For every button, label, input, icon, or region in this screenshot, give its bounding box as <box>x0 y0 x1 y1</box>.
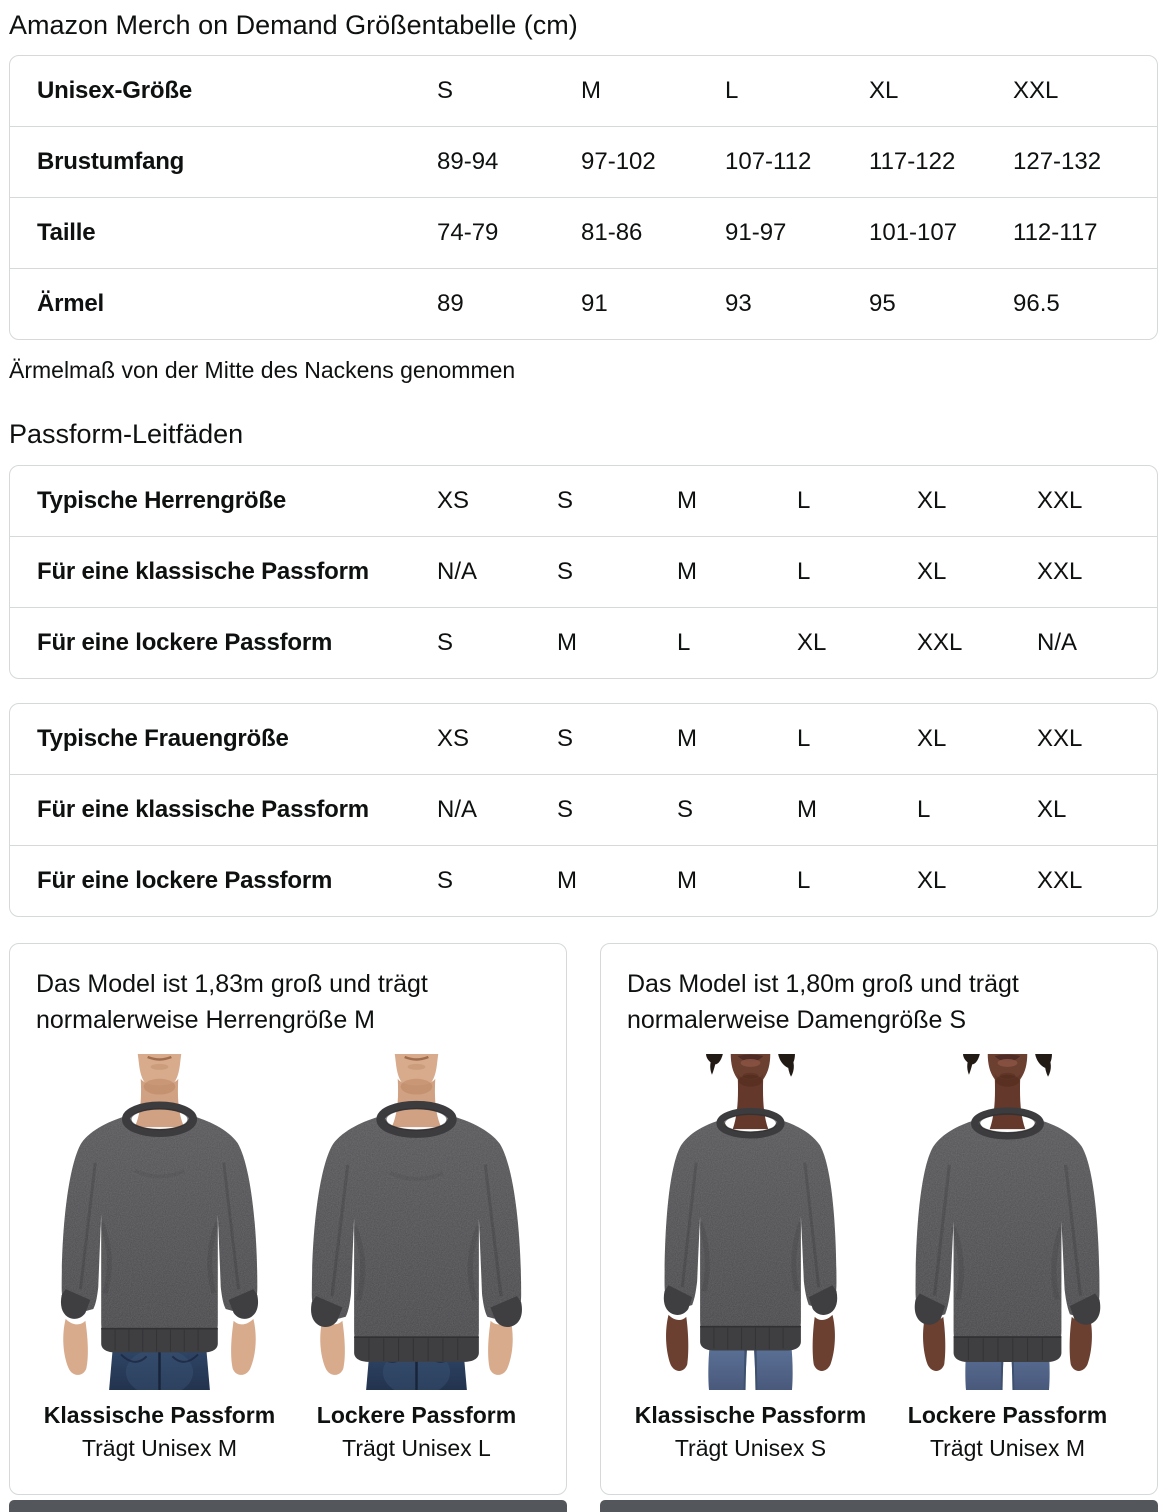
cell: 89-94 <box>437 148 499 175</box>
cell: N/A <box>437 558 478 585</box>
female-model-description: Das Model ist 1,80m groß und trägt normalerweise Damengröße S <box>627 970 1019 1034</box>
sleeve-measure-note: Ärmelmaß von der Mitte des Nackens genommen <box>9 357 516 383</box>
row-label: Für eine klassische Passform <box>37 796 369 823</box>
cell: 112-117 <box>1013 219 1098 246</box>
cell: S <box>557 487 574 514</box>
cell: XL <box>797 629 827 656</box>
divider-bar <box>9 1500 567 1512</box>
male-model-card <box>9 943 567 1495</box>
row-label: Typische Frauengröße <box>37 725 289 752</box>
row-label: Unisex-Größe <box>37 77 192 104</box>
caption-loose-male <box>293 1398 540 1465</box>
cell: 91-97 <box>725 219 787 246</box>
cell: XL <box>869 77 899 104</box>
men-fit-table <box>9 465 1158 679</box>
male-model-description: Das Model ist 1,83m groß und trägt normalerweise Herrengröße M <box>36 970 428 1034</box>
divider-bar <box>600 1500 1158 1512</box>
cell: S <box>437 867 454 894</box>
cell: XXL <box>1037 487 1083 514</box>
table-row <box>10 774 1157 845</box>
cell: 117-122 <box>869 148 956 175</box>
caption-classic-female <box>627 1398 874 1465</box>
cell: S <box>677 796 694 823</box>
unisex-size-table <box>9 55 1158 340</box>
cell: M <box>677 487 697 514</box>
fit-name: Klassische Passform <box>43 1402 276 1428</box>
cell: 89 <box>437 290 464 317</box>
row-label: Für eine klassische Passform <box>37 558 369 585</box>
caption-loose-female <box>884 1398 1131 1465</box>
cell: 91 <box>581 290 608 317</box>
row-label: Brustumfang <box>37 148 185 175</box>
cell: S <box>557 725 574 752</box>
table-row <box>10 268 1157 339</box>
row-label: Typische Herrengröße <box>37 487 286 514</box>
table-row <box>10 607 1157 678</box>
cell: 127-132 <box>1013 148 1102 175</box>
table-row <box>10 126 1157 197</box>
cell: L <box>917 796 931 823</box>
fit-name: Klassische Passform <box>634 1402 867 1428</box>
cell: 97-102 <box>581 148 656 175</box>
cell: L <box>677 629 691 656</box>
row-label: Taille <box>37 219 96 246</box>
cell: M <box>677 558 697 585</box>
cell: 101-107 <box>869 219 958 246</box>
model-photo-classic-male <box>36 1054 283 1390</box>
caption-classic-male <box>36 1398 283 1465</box>
table-row <box>10 845 1157 916</box>
cell: L <box>725 77 739 104</box>
fit-size: Trägt Unisex S <box>674 1435 827 1461</box>
model-photo-loose-male <box>293 1054 540 1390</box>
cell: 74-79 <box>437 219 499 246</box>
model-photo-loose-female <box>884 1054 1131 1390</box>
cell: 96.5 <box>1013 290 1060 317</box>
cell: L <box>797 725 811 752</box>
cell: 81-86 <box>581 219 643 246</box>
cell: M <box>581 77 601 104</box>
cell: 95 <box>869 290 896 317</box>
cell: L <box>797 867 811 894</box>
fit-size: Trägt Unisex M <box>81 1435 238 1461</box>
male-model-card-column <box>9 943 567 1512</box>
female-model-photos <box>627 1054 1131 1390</box>
cell: XXL <box>917 629 963 656</box>
row-label: Ärmel <box>37 290 105 317</box>
cell: XL <box>917 725 947 752</box>
cell: M <box>557 629 577 656</box>
cell: S <box>557 796 574 823</box>
cell: XXL <box>1037 725 1083 752</box>
model-photo-classic-female <box>627 1054 874 1390</box>
table-row <box>10 704 1157 774</box>
cell: M <box>677 867 697 894</box>
cell: S <box>557 558 574 585</box>
cell: S <box>437 629 454 656</box>
cell: XXL <box>1013 77 1059 104</box>
model-cards <box>9 943 1158 1512</box>
cell: N/A <box>1037 629 1078 656</box>
female-captions <box>627 1390 1131 1483</box>
table-row <box>10 536 1157 607</box>
male-model-photos <box>36 1054 540 1390</box>
cell: XS <box>437 725 470 752</box>
cell: L <box>797 487 811 514</box>
women-fit-table <box>9 703 1158 917</box>
cell: M <box>677 725 697 752</box>
cell: XXL <box>1037 867 1083 894</box>
cell: XL <box>917 558 947 585</box>
cell: N/A <box>437 796 478 823</box>
cell: XL <box>917 487 947 514</box>
cell: L <box>797 558 811 585</box>
row-label: Für eine lockere Passform <box>37 629 333 656</box>
row-label: Für eine lockere Passform <box>37 867 333 894</box>
page-title: Amazon Merch on Demand Größentabelle (cm) <box>9 10 578 40</box>
table-row <box>10 56 1157 126</box>
cell: S <box>437 77 454 104</box>
cell: XXL <box>1037 558 1083 585</box>
cell: M <box>557 867 577 894</box>
fit-name: Lockere Passform <box>316 1402 517 1428</box>
fit-guides-heading: Passform-Leitfäden <box>9 419 244 449</box>
table-row <box>10 466 1157 536</box>
female-model-card <box>600 943 1158 1495</box>
table-row <box>10 197 1157 268</box>
fit-size: Trägt Unisex L <box>342 1435 491 1461</box>
male-captions <box>36 1390 540 1483</box>
cell: 107-112 <box>725 148 812 175</box>
fit-name: Lockere Passform <box>907 1402 1108 1428</box>
cell: XL <box>1037 796 1067 823</box>
female-model-card-column <box>600 943 1158 1512</box>
cell: XS <box>437 487 470 514</box>
cell: XL <box>917 867 947 894</box>
cell: M <box>797 796 817 823</box>
cell: 93 <box>725 290 752 317</box>
fit-size: Trägt Unisex M <box>929 1435 1086 1461</box>
